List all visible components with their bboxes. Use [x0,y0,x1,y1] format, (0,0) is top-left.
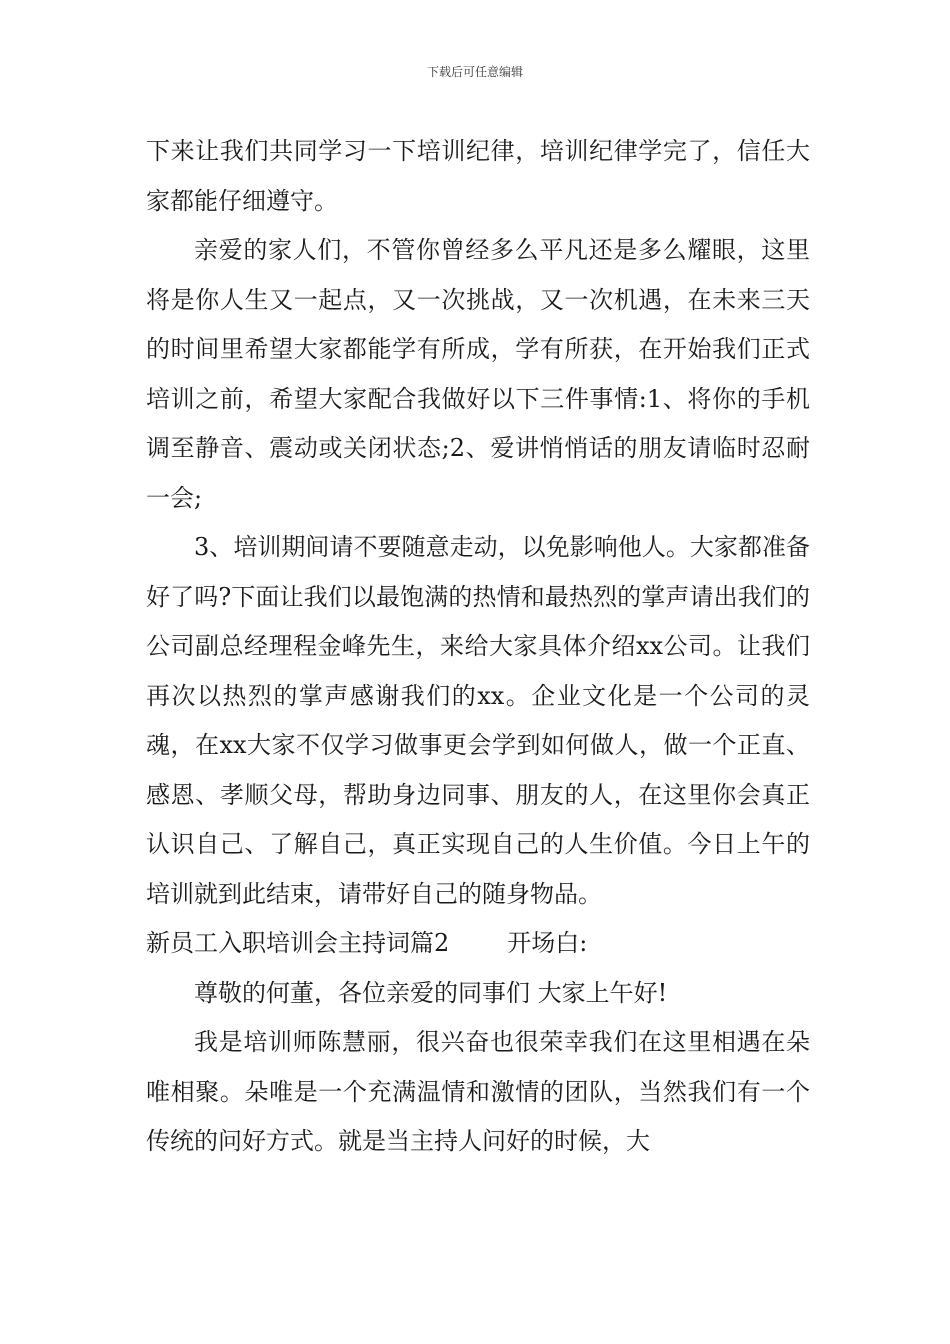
section-heading [146,919,810,969]
paragraph-greeting: 尊敬的何董，各位亲爱的同事们 大家上午好! [194,978,668,1007]
paragraph-rule-three: 3、培训期间请不要随意走动，以免影响他人。大家都准备好了吗?下面让我们以最饱满的热情和最热烈的掌声请出我们的公司副总经理程金峰先生，来给大家具体介绍xx公司。让我们再次以热烈的掌声感谢我们的xx。企业文化是一个公司的灵魂，在xx大家不仅学习做事更会学到如何做人，做一个正直、感恩、孝顺父母，帮助身边同事、朋友的人，在这里你会真正认识自己、了解自己，真正实现自己的人生价值。今日上午的培训就到此结束，请带好自己的随身物品。 [146,533,810,908]
paragraph-family-intro: 亲爱的家人们，不管你曾经多么平凡还是多么耀眼，这里将是你人生又一起点，又一次挑战，又一次机遇，在未来三天的时间里希望大家都能学有所成，学有所获，在开始我们正式培训之前，希望大家配合我做好以下三件事情:1、将你的手机调至静音、震动或关闭状态;2、爱讲悄悄话的朋友请临时忍耐一会; [146,236,810,512]
section-subtitle: 开场白: [507,929,588,957]
paragraph-discipline: 下来让我们共同学习一下培训纪律，培训纪律学完了，信任大家都能仔细遵守。 [146,137,810,215]
page-header-note: 下载后可任意编辑 [426,65,523,79]
section-title: 新员工入职培训会主持词篇2 [146,929,450,957]
paragraph-trainer-intro: 我是培训师陈慧丽，很兴奋也很荣幸我们在这里相遇在朵唯相聚。朵唯是一个充满温情和激情的团队，当然我们有一个传统的问好方式。就是当主持人问好的时候，大 [146,1028,810,1155]
document-body [146,127,810,1167]
